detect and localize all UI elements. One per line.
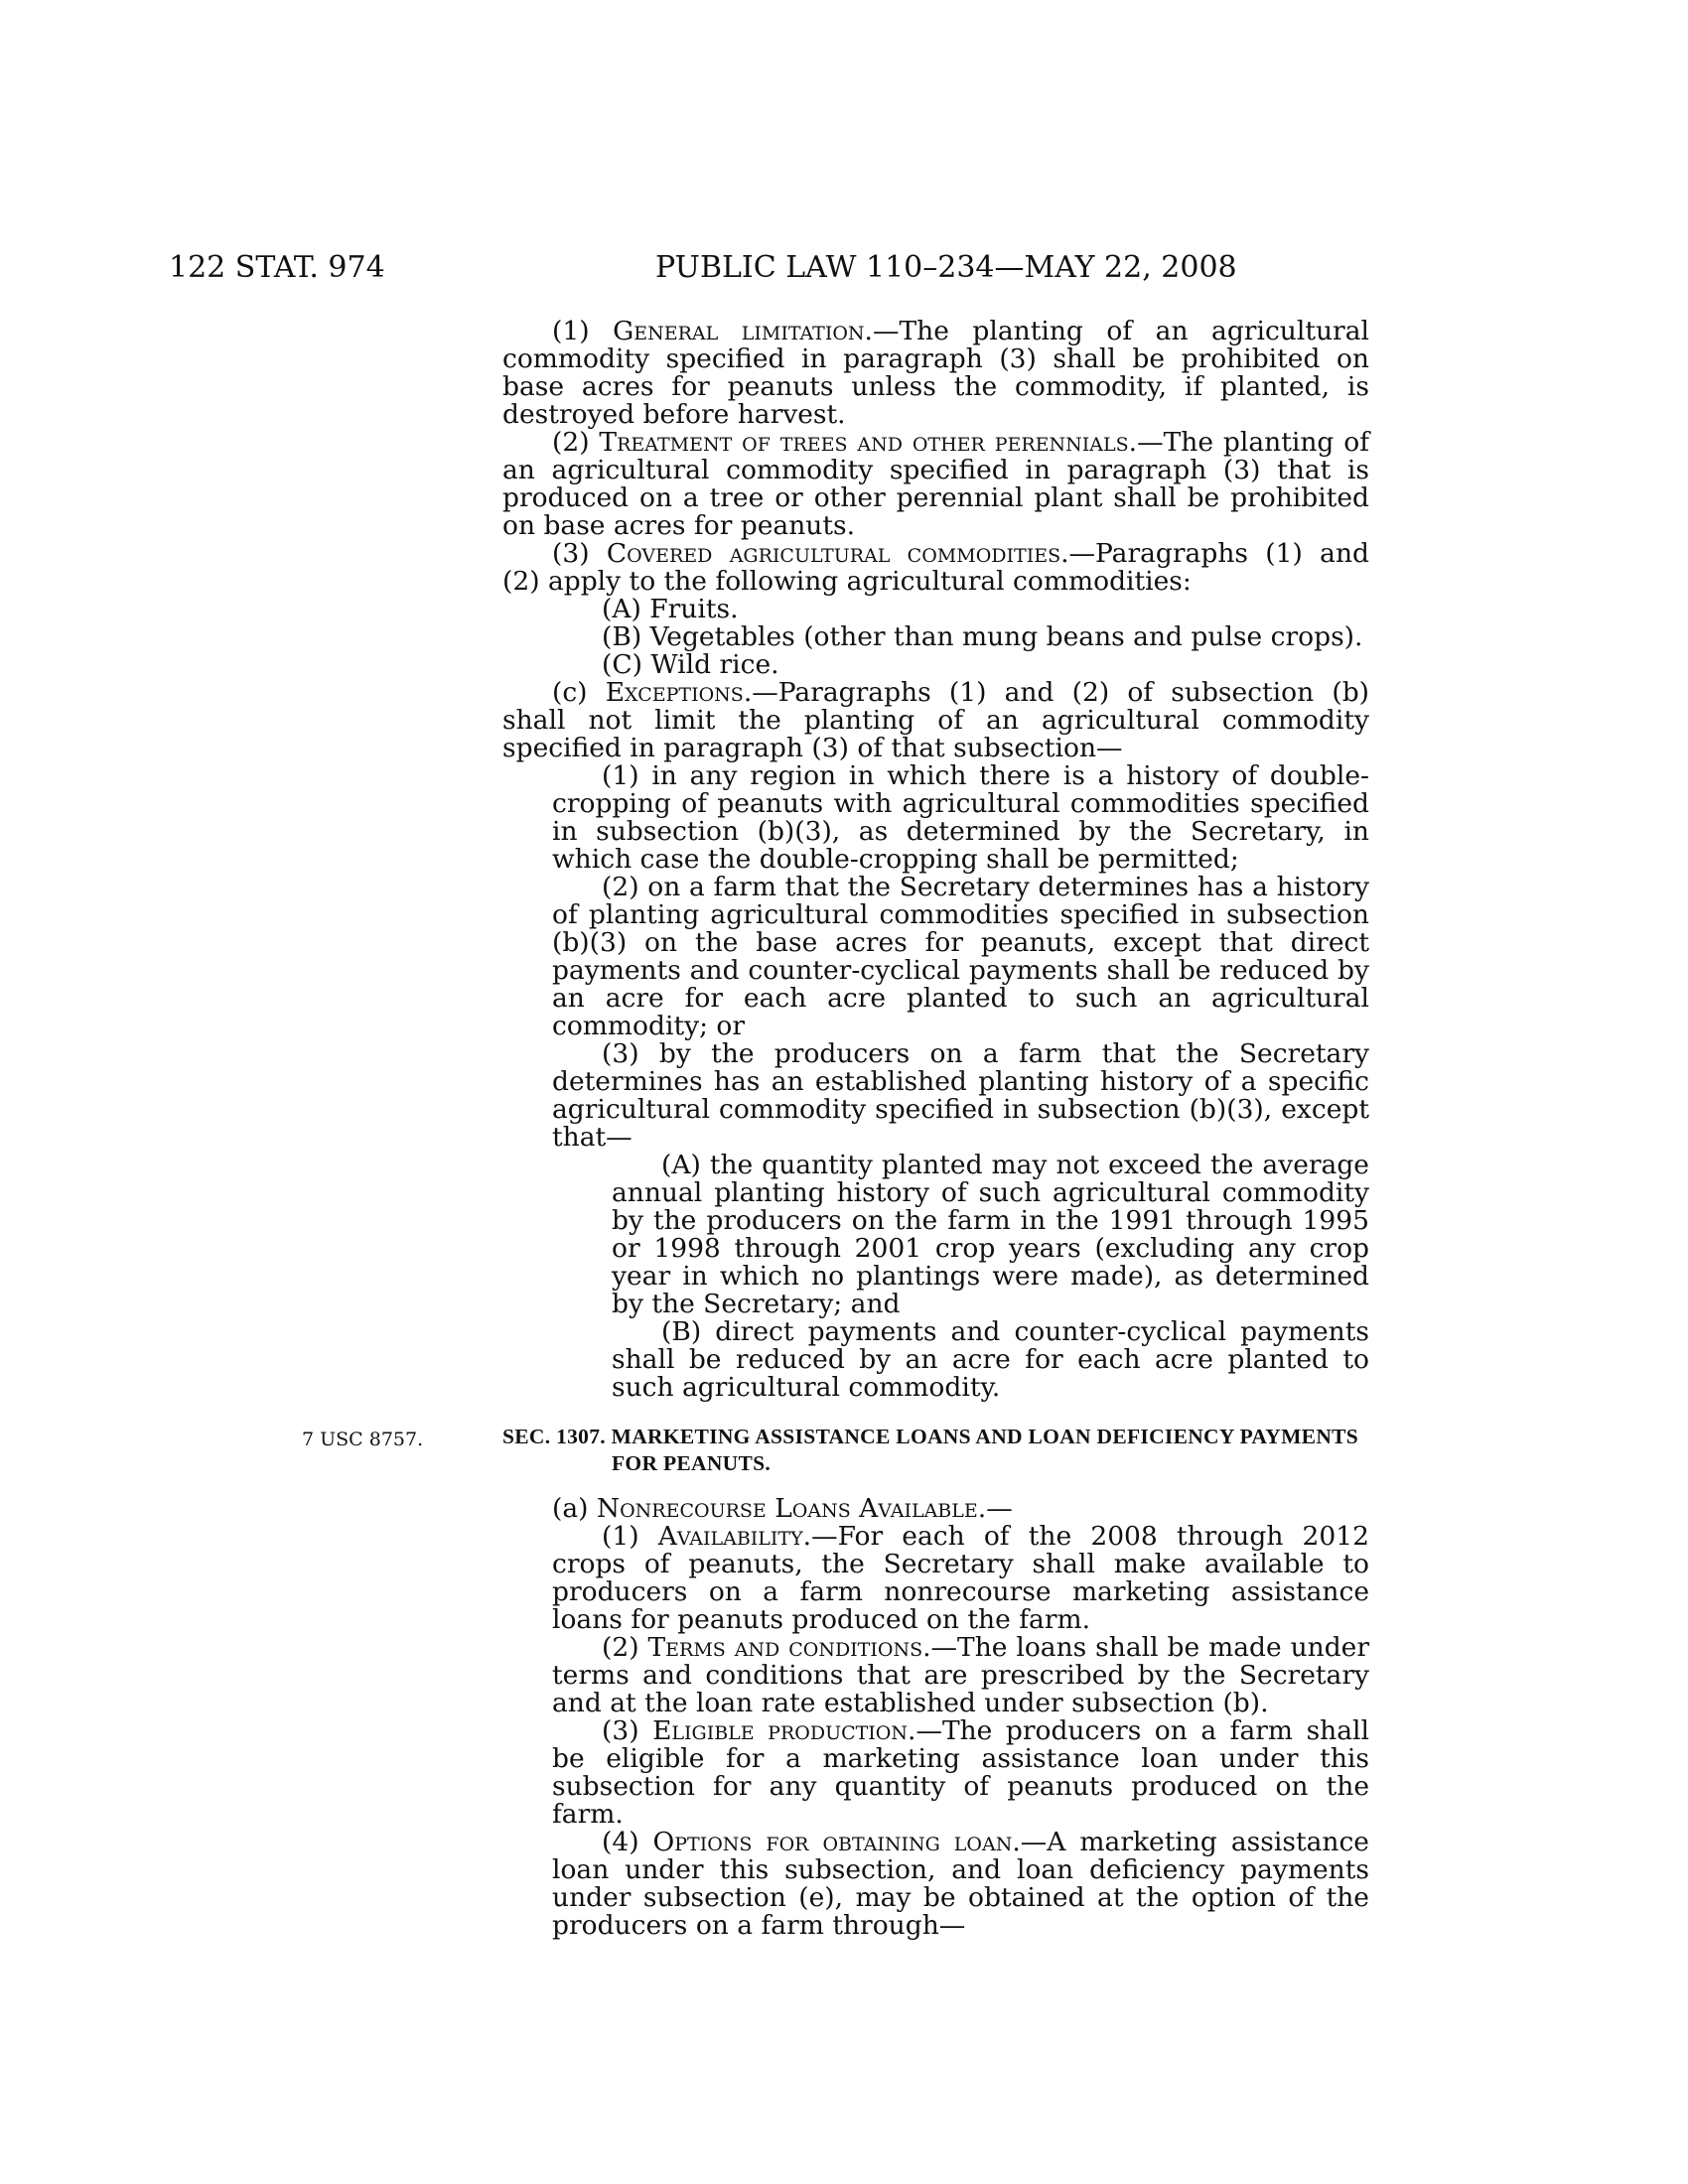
section-heading-block xyxy=(302,1424,1369,1477)
paragraph-covered-commodities: (3) Covered agricultural commodities.—Paragraphs (1) and (2) apply to the following agricultural commodities: xyxy=(502,538,1369,597)
exception-item-2: (2) on a farm that the Secretary determines has a history of planting agricultural commodities specified in subsection (b)(3) on the base acres for peanuts, except that direct payments and counter-cyclical payments shall be reduced by an acre for each acre planted to such an agricultural commodity; or xyxy=(552,872,1369,1041)
paragraph-options-for-loan: (4) Options for obtaining loan.—A marketing assistance loan under this subsection, and loan deficiency payments under subsection (e), may be obtained at the option of the producers on a farm through— xyxy=(552,1827,1369,1941)
paragraph-eligible-production: (3) Eligible production.—The producers on a farm shall be eligible for a marketing assistance loan under this subsection for any quantity of peanuts produced on the farm. xyxy=(552,1715,1369,1830)
exception-subitem-b: (B) direct payments and counter-cyclical payments shall be reduced by an acre for each acre planted to such agricultural commodity. xyxy=(612,1316,1369,1403)
document-body xyxy=(302,316,1370,1941)
subparagraph-fruits: (A) Fruits. xyxy=(602,594,739,624)
usc-sidenote: 7 USC 8757. xyxy=(302,1429,424,1450)
paragraph-availability: (1) Availability.—For each of the 2008 through 2012 crops of peanuts, the Secretary shall make available to producers on a farm nonrecourse marketing assistance loans for peanuts produced on the farm. xyxy=(552,1521,1369,1635)
exception-item-1: (1) in any region in which there is a history of double-cropping of peanuts with agricultural commodities specified in subsection (b)(3), as determined by the Secretary, in which case the double-cropping shall be permitted; xyxy=(552,760,1369,875)
paragraph-general-limitation: (1) General limitation.—The planting of an agricultural commodity specified in paragraph (3) shall be prohibited on base acres for peanuts unless the commodity, if planted, is destroyed before harvest. xyxy=(502,316,1369,430)
subparagraph-vegetables: (B) Vegetables (other than mung beans and pulse crops). xyxy=(602,621,1363,652)
exception-item-3: (3) by the producers on a farm that the Secretary determines has an established planting history of a specific agricultural commodity specified in subsection (b)(3), except that— xyxy=(552,1038,1369,1153)
subparagraph-wild-rice: (C) Wild rice. xyxy=(602,649,779,680)
section-title: MARKETING ASSISTANCE LOANS AND LOAN DEFICIENCY PAYMENTS FOR PEANUTS. xyxy=(611,1425,1359,1475)
paragraph-treatment-of-trees: (2) Treatment of trees and other perennials.—The planting of an agricultural commodity specified in paragraph (3) that is produced on a tree or other perennial plant shall be prohibited on base acres for peanuts. xyxy=(502,427,1370,541)
exception-subitem-a: (A) the quantity planted may not exceed the average annual planting history of such agricultural commodity by the producers on the farm in the 1991 through 1995 or 1998 through 2001 crop years (excluding any crop year in which no plantings were made), as determined by the Secretary; and xyxy=(612,1150,1369,1319)
subsection-exceptions: (c) Exceptions.—Paragraphs (1) and (2) of subsection (b) shall not limit the planting of an agricultural commodity specified in paragraph (3) of that subsection— xyxy=(502,677,1369,763)
statute-page-number: 122 STAT. 974 xyxy=(169,250,385,285)
running-header-title: PUBLIC LAW 110–234—MAY 22, 2008 xyxy=(655,250,1237,285)
paragraph-terms-and-conditions: (2) Terms and conditions.—The loans shall be made under terms and conditions that are prescribed by the Secretary and at the loan rate established under subsection (b). xyxy=(552,1632,1370,1718)
section-number: SEC. 1307. xyxy=(502,1425,606,1448)
section-heading xyxy=(502,1424,1369,1477)
subsection-nonrecourse-loans: (a) Nonrecourse Loans Available.— xyxy=(552,1493,1013,1524)
